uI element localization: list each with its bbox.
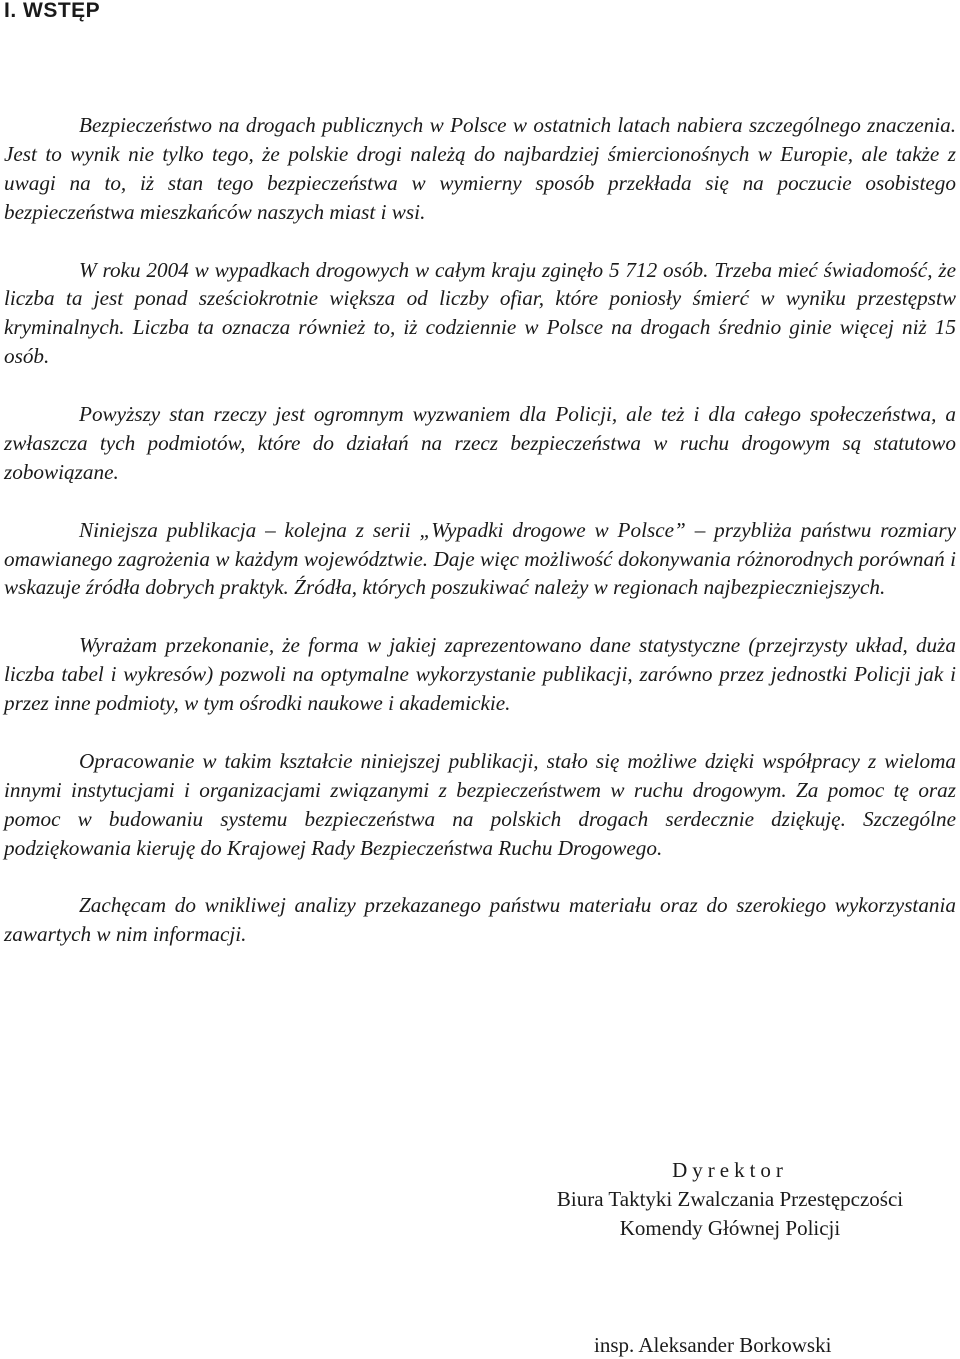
section-heading: I. WSTĘP <box>4 0 101 22</box>
paragraph-1: Bezpieczeństwo na drogach publicznych w Polsce w ostatnich latach nabiera szczególnego znaczenia. Jest to wynik nie tylko tego, że polskie drogi należą do najbardziej śmiercionośnych w Europie, ale także z uwagi na to, iż stan tego bezpieczeństwa w wymierny sposób przekłada się na poczucie osobistego bezpieczeństwa mieszkańców naszych miast i wsi. <box>4 113 956 224</box>
signature-institution: Komendy Głównej Policji <box>619 1216 841 1240</box>
signature-title: Dyrektor <box>672 1158 788 1182</box>
paragraph-2: W roku 2004 w wypadkach drogowych w całym kraju zginęło 5 712 osób. Trzeba mieć świadomość, że liczba ta jest ponad sześciokrotnie większa od liczby ofiar, które poniosły śmierć w wyniku przestępstw kryminalnych. Liczba ta oznacza również to, iż codziennie w Polsce na drogach średnio ginie więcej niż 15 osób. <box>4 257 956 369</box>
paragraph-5: Wyrażam przekonanie, że forma w jakiej zaprezentowano dane statystyczne (przejrzysty układ, duża liczba tabel i wykresów) pozwoli na optymalne wykorzystanie publikacji, zarówno przez jednostki Policji jak i przez inne podmioty, w tym ośrodki naukowe i akademickie. <box>4 633 956 716</box>
document-body <box>4 111 956 949</box>
signer-name: insp. Aleksander Borkowski <box>594 1333 832 1357</box>
paragraph-4: Niniejsza publikacja – kolejna z serii „Wypadki drogowe w Polsce” – przybliża państwu rozmiary omawianego zagrożenia w każdym województwie. Daje więc możliwość dokonywania różnorodnych porównań i wskazuje źródła dobrych praktyk. Źródła, których poszukiwać należy w regionach najbezpieczniejszych. <box>4 517 956 600</box>
signature-office: Biura Taktyki Zwalczania Przestępczości <box>556 1187 904 1211</box>
paragraph-3: Powyższy stan rzeczy jest ogromnym wyzwaniem dla Policji, ale też i dla całego społeczeństwa, a zwłaszcza tych podmiotów, które do działań na rzecz bezpieczeństwa w ruchu drogowym są statutowo zobowiązane. <box>4 402 956 484</box>
paragraph-7: Zachęcam do wnikliwej analizy przekazanego państwu materiału oraz do szerokiego wykorzystania zawartych w nim informacji. <box>4 893 956 947</box>
signature-block <box>500 1156 960 1243</box>
paragraph-6: Opracowanie w takim kształcie niniejszej publikacji, stało się możliwe dzięki współpracy z wieloma innymi instytucjami i organizacjami związanymi z bezpieczeństwem w ruchu drogowym. Za pomoc tę oraz pomoc w budowaniu systemu bezpieczeństwa na polskich drogach serdecznie dziękuję. Szczególne podziękowania kieruję do Krajowej Rady Bezpieczeństwa Ruchu Drogowego. <box>4 748 956 860</box>
